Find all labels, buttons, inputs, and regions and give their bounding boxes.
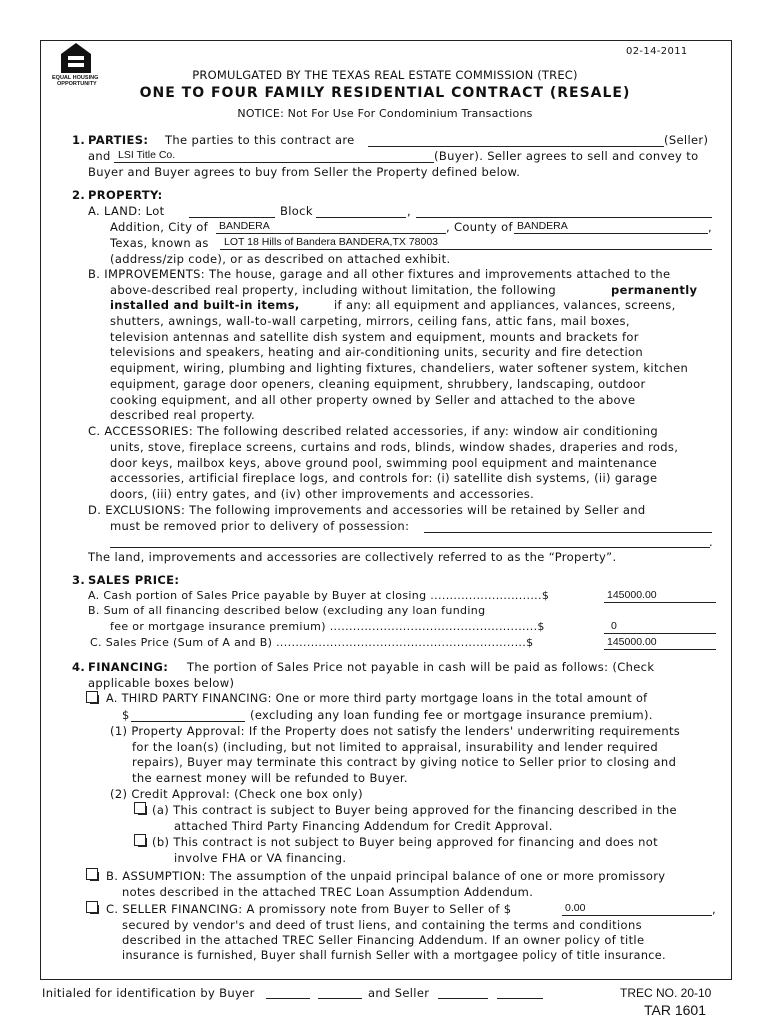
accessories-line-1: C. ACCESSORIES: The following described related accessories, if any: window air conditioning <box>88 424 659 438</box>
assumption-line-1: B. ASSUMPTION: The assumption of the unpaid principal balance of one or more promissory <box>106 869 666 883</box>
seller-financing-comma: , <box>712 902 717 916</box>
sales-heading: SALES PRICE: <box>88 573 180 587</box>
block-field[interactable] <box>316 217 406 218</box>
improvements-line-8: equipment, garage door openers, cleaning equipment, shrubbery, landscaping, outdoor <box>110 377 646 391</box>
financing-intro-1: The portion of Sales Price not payable in cash will be paid as follows: (Check <box>187 660 655 674</box>
sales-price-value: 145000.00 <box>607 636 657 648</box>
seller-initial-2[interactable] <box>497 998 543 999</box>
seller-financing-line-3: described in the attached TREC Seller Financing Addendum. If an owner policy of title <box>122 933 645 947</box>
texas-known-label: Texas, known as <box>110 236 209 250</box>
financing-number: 4. <box>72 660 86 674</box>
trec-number: TREC NO. 20-10 <box>620 986 712 1000</box>
address-note: (address/zip code), or as described on attached exhibit. <box>110 252 451 266</box>
addition-label: Addition, City of <box>110 220 209 234</box>
property-number: 2. <box>72 188 86 202</box>
financing-sum-field[interactable] <box>604 633 716 634</box>
seller-name-field[interactable] <box>368 146 664 147</box>
sales-c: C. Sales Price (Sum of A and B) .................................................................$ <box>90 636 534 649</box>
financing-intro-2: applicable boxes below) <box>88 676 235 690</box>
improvements-line-5: television antennas and satellite dish system and equipment, mounts and brackets for <box>110 330 639 344</box>
third-party-amount-field[interactable] <box>131 721 245 722</box>
third-party-checkbox[interactable] <box>86 691 98 703</box>
address-field[interactable] <box>220 249 712 250</box>
form-date: 02-14-2011 <box>626 46 688 57</box>
block-label: Block <box>280 204 313 218</box>
address-value: LOT 18 Hills of Bandera BANDERA,TX 78003 <box>224 236 438 248</box>
property-collective: The land, improvements and accessories are collectively referred to as the “Property”. <box>88 550 617 564</box>
third-party-line-1: A. THIRD PARTY FINANCING: One or more third party mortgage loans in the total amount of <box>106 692 648 705</box>
seller-tag: (Seller) <box>664 133 709 147</box>
and-seller-label: and Seller <box>368 986 430 1000</box>
county-field[interactable] <box>514 233 708 234</box>
city-value: BANDERA <box>219 220 270 232</box>
financing-heading: FINANCING: <box>88 660 169 674</box>
cash-portion-value: 145000.00 <box>607 589 657 601</box>
buyer-name-field[interactable] <box>114 162 434 163</box>
lot-field[interactable] <box>189 217 275 218</box>
exclusions-field-1[interactable] <box>424 532 712 533</box>
third-party-line-2: (excluding any loan funding fee or mortgage insurance premium). <box>250 708 653 722</box>
parties-line1: The parties to this contract are <box>165 133 355 147</box>
form-title: ONE TO FOUR FAMILY RESIDENTIAL CONTRACT (RESALE) <box>139 85 631 101</box>
exclusions-line-1: D. EXCLUSIONS: The following improvements and accessories will be retained by Seller and <box>88 503 646 517</box>
property-approval-1: (1) Property Approval: If the Property does not satisfy the lenders' underwriting requirements <box>110 724 681 738</box>
sales-b2: fee or mortgage insurance premium) ......................................................$ <box>110 620 545 633</box>
land-label: A. LAND: Lot <box>88 204 165 218</box>
exclusions-period: . <box>709 535 714 549</box>
land-extra-field[interactable] <box>416 217 712 218</box>
credit-a-line-1: (a) This contract is subject to Buyer being approved for the financing described in the <box>152 803 677 817</box>
tar-number: TAR 1601 <box>644 1002 706 1018</box>
improvements-line-4: shutters, awnings, wall-to-wall carpeting, mirrors, ceiling fans, attic fans, mail boxes, <box>110 314 630 328</box>
promulgated-line: PROMULGATED BY THE TEXAS REAL ESTATE COMMISSION (TREC) <box>192 68 578 82</box>
assumption-checkbox[interactable] <box>86 868 98 880</box>
property-approval-3: repairs), Buyer may terminate this contract by giving notice to Seller prior to closing and <box>132 755 677 769</box>
parties-heading: PARTIES: <box>88 133 149 147</box>
and-label: and <box>88 149 111 163</box>
improvements-line-1: B. IMPROVEMENTS: The house, garage and all other fixtures and improvements attached to the <box>88 267 671 281</box>
seller-financing-line-4: insurance is furnished, Buyer shall furnish Seller with a mortgagee policy of title insurance. <box>122 949 666 962</box>
improvements-line-2: above-described real property, including without limitation, the following <box>110 283 557 297</box>
sales-b1: B. Sum of all financing described below (excluding any loan funding <box>88 604 486 617</box>
cash-portion-field[interactable] <box>604 602 716 603</box>
initialed-label: Initialed for identification by Buyer <box>42 986 255 1000</box>
notice-line: NOTICE: Not For Use For Condominium Transactions <box>237 107 533 120</box>
accessories-line-3: door keys, mailbox keys, above ground pool, swimming pool equipment and maintenance <box>110 456 658 470</box>
logo-caption-1: EQUAL HOUSING <box>52 75 99 81</box>
permanently-text: permanently <box>611 283 698 297</box>
sales-price-field[interactable] <box>604 649 716 650</box>
logo-caption-2: OPPORTUNITY <box>57 81 97 87</box>
county-comma: , <box>708 220 713 234</box>
sales-a: A. Cash portion of Sales Price payable by Buyer at closing .............................$ <box>88 589 550 602</box>
property-heading: PROPERTY: <box>88 188 163 202</box>
buyer-initial-1[interactable] <box>266 998 310 999</box>
accessories-line-4: accessories, artificial fireplace logs, and controls for: (i) satellite dish systems, (ii) garage <box>110 471 658 485</box>
third-party-dollar: $ <box>122 708 130 722</box>
seller-financing-line-1: C. SELLER FINANCING: A promissory note from Buyer to Seller of $ <box>106 902 512 916</box>
accessories-line-2: units, stove, fireplace screens, curtains and rods, blinds, window shades, draperies and rods, <box>110 440 679 454</box>
parties-line3: Buyer and Buyer agrees to buy from Seller the Property defined below. <box>88 165 521 179</box>
seller-financing-field[interactable] <box>562 915 712 916</box>
credit-a-line-2: attached Third Party Financing Addendum for Credit Approval. <box>174 819 553 833</box>
city-field[interactable] <box>216 233 446 234</box>
exclusions-line-2: must be removed prior to delivery of possession: <box>110 519 410 533</box>
parties-line2: (Buyer). Seller agrees to sell and convey to <box>434 149 699 163</box>
improvements-line-3b: if any: all equipment and appliances, valances, screens, <box>334 298 676 312</box>
improvements-line-3a: installed and built-in items, <box>110 298 300 312</box>
exclusions-field-2[interactable] <box>110 547 710 548</box>
accessories-line-5: doors, (iii) entry gates, and (iv) other improvements and accessories. <box>110 487 535 501</box>
seller-financing-value: 0.00 <box>565 902 586 914</box>
seller-initial-1[interactable] <box>438 998 488 999</box>
improvements-line-10: described real property. <box>110 408 256 422</box>
county-value: BANDERA <box>517 220 568 232</box>
seller-financing-line-2: secured by vendor's and deed of trust liens, and containing the terms and conditions <box>122 918 642 932</box>
property-approval-2: for the loan(s) (including, but not limited to appraisal, insurability and lender required <box>132 740 658 754</box>
credit-b-line-2: involve FHA or VA financing. <box>174 851 347 865</box>
improvements-line-7: equipment, wiring, plumbing and lighting fixtures, chandeliers, water softener system, kitchen <box>110 361 689 375</box>
buyer-initial-2[interactable] <box>318 998 362 999</box>
block-comma: , <box>407 204 412 218</box>
seller-financing-checkbox[interactable] <box>86 901 98 913</box>
financing-sum-value: 0 <box>611 620 617 632</box>
credit-b-checkbox[interactable] <box>134 834 146 846</box>
county-label: , County of <box>446 220 513 234</box>
credit-a-checkbox[interactable] <box>134 802 146 814</box>
assumption-line-2: notes described in the attached TREC Loan Assumption Addendum. <box>122 885 534 899</box>
credit-b-line-1: (b) This contract is not subject to Buyer being approved for financing and does not <box>152 835 658 849</box>
improvements-line-6: televisions and speakers, heating and air-conditioning units, security and fire detection <box>110 345 644 359</box>
parties-number: 1. <box>72 133 86 147</box>
sales-number: 3. <box>72 573 86 587</box>
credit-approval: (2) Credit Approval: (Check one box only) <box>110 787 363 801</box>
property-approval-4: the earnest money will be refunded to Buyer. <box>132 771 408 785</box>
buyer-name-value: LSI Title Co. <box>118 149 176 161</box>
improvements-line-9: cooking equipment, and all other property owned by Seller and attached to the above <box>110 393 636 407</box>
